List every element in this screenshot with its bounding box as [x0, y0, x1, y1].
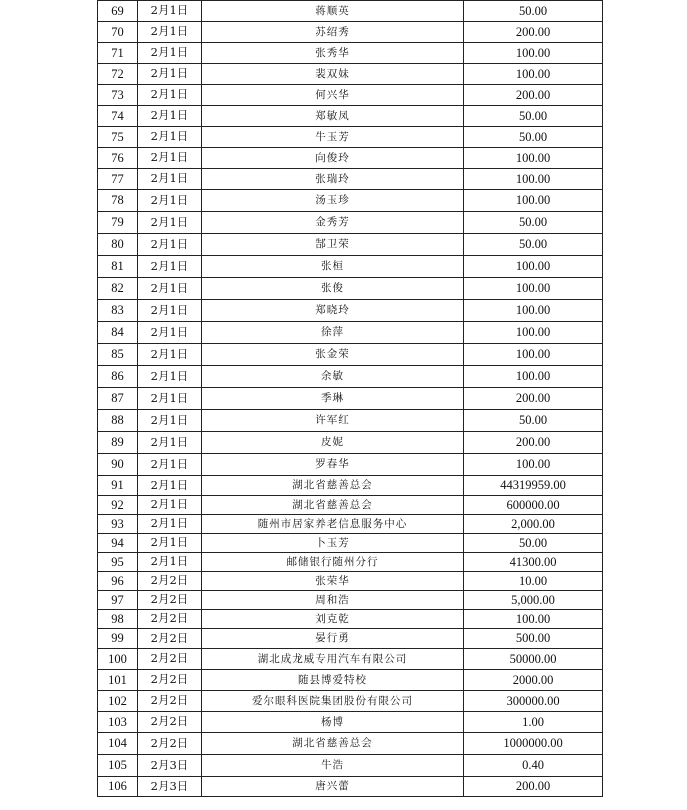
table-row [98, 712, 603, 733]
row-number: 82 [98, 278, 138, 300]
donation-date: 2月2日 [138, 591, 202, 610]
donation-amount: 2000.00 [464, 670, 603, 691]
donation-amount: 41300.00 [464, 553, 603, 572]
donation-amount: 100.00 [464, 454, 603, 476]
donation-amount: 50.00 [464, 106, 603, 127]
row-number: 99 [98, 629, 138, 649]
table-row [98, 496, 603, 515]
donation-amount: 50.00 [464, 1, 603, 22]
donation-table-body [98, 1, 603, 797]
row-number: 97 [98, 591, 138, 610]
row-number: 85 [98, 344, 138, 366]
donation-date: 2月1日 [138, 64, 202, 85]
donor-name: 何兴华 [202, 85, 464, 106]
donation-amount: 100.00 [464, 366, 603, 388]
table-row [98, 1, 603, 22]
table-row [98, 649, 603, 670]
donor-name: 湖北成龙威专用汽车有限公司 [202, 649, 464, 670]
table-row [98, 127, 603, 148]
row-number: 70 [98, 22, 138, 43]
donation-date: 2月1日 [138, 169, 202, 190]
donation-date: 2月1日 [138, 85, 202, 106]
donation-amount: 100.00 [464, 322, 603, 344]
donation-date: 2月1日 [138, 212, 202, 234]
donation-date: 2月1日 [138, 278, 202, 300]
row-number: 87 [98, 388, 138, 410]
donor-name: 张金荣 [202, 344, 464, 366]
table-row [98, 212, 603, 234]
donation-date: 2月1日 [138, 432, 202, 454]
table-row [98, 691, 603, 712]
row-number: 102 [98, 691, 138, 712]
table-row [98, 476, 603, 496]
table-row [98, 454, 603, 476]
donation-date: 2月1日 [138, 454, 202, 476]
table-row [98, 591, 603, 610]
donation-amount: 100.00 [464, 43, 603, 64]
donation-amount: 100.00 [464, 300, 603, 322]
table-row [98, 410, 603, 432]
table-row [98, 234, 603, 256]
donor-name: 汤玉珍 [202, 190, 464, 212]
table-row [98, 534, 603, 553]
table-row [98, 572, 603, 591]
donor-name: 晏行勇 [202, 629, 464, 649]
donor-name: 刘克乾 [202, 610, 464, 629]
donation-date: 2月2日 [138, 610, 202, 629]
table-row [98, 733, 603, 755]
donation-amount: 10.00 [464, 572, 603, 591]
table-row [98, 64, 603, 85]
row-number: 80 [98, 234, 138, 256]
donor-name: 余敏 [202, 366, 464, 388]
donation-date: 2月1日 [138, 496, 202, 515]
donation-amount: 100.00 [464, 278, 603, 300]
donor-name: 郑敏凤 [202, 106, 464, 127]
donor-name: 唐兴蕾 [202, 777, 464, 797]
donor-name: 杨博 [202, 712, 464, 733]
donation-amount: 100.00 [464, 344, 603, 366]
row-number: 77 [98, 169, 138, 190]
row-number: 83 [98, 300, 138, 322]
donation-amount: 100.00 [464, 610, 603, 629]
donation-date: 2月2日 [138, 712, 202, 733]
donation-date: 2月1日 [138, 388, 202, 410]
donation-date: 2月1日 [138, 190, 202, 212]
donation-date: 2月2日 [138, 733, 202, 755]
table-row [98, 85, 603, 106]
donor-name: 张桓 [202, 256, 464, 278]
donor-name: 郜卫荣 [202, 234, 464, 256]
donation-amount: 1.00 [464, 712, 603, 733]
donation-amount: 500.00 [464, 629, 603, 649]
table-row [98, 190, 603, 212]
donor-name: 郑晓玲 [202, 300, 464, 322]
row-number: 93 [98, 515, 138, 534]
table-row [98, 670, 603, 691]
donor-name: 皮妮 [202, 432, 464, 454]
donor-name: 张秀华 [202, 43, 464, 64]
donation-amount: 50.00 [464, 534, 603, 553]
donation-amount: 100.00 [464, 190, 603, 212]
table-row [98, 755, 603, 777]
table-row [98, 256, 603, 278]
donation-date: 2月1日 [138, 515, 202, 534]
table-row [98, 278, 603, 300]
donor-name: 罗春华 [202, 454, 464, 476]
donation-date: 2月1日 [138, 43, 202, 64]
row-number: 94 [98, 534, 138, 553]
donation-amount: 50.00 [464, 127, 603, 148]
row-number: 78 [98, 190, 138, 212]
donor-name: 牛玉芳 [202, 127, 464, 148]
donation-date: 2月2日 [138, 691, 202, 712]
table-row [98, 22, 603, 43]
row-number: 91 [98, 476, 138, 496]
row-number: 106 [98, 777, 138, 797]
donation-date: 2月1日 [138, 366, 202, 388]
donor-name: 湖北省慈善总会 [202, 476, 464, 496]
row-number: 96 [98, 572, 138, 591]
donor-name: 湖北省慈善总会 [202, 733, 464, 755]
donation-amount: 200.00 [464, 432, 603, 454]
donation-date: 2月2日 [138, 670, 202, 691]
donor-name: 湖北省慈善总会 [202, 496, 464, 515]
donation-amount: 100.00 [464, 256, 603, 278]
donation-date: 2月2日 [138, 572, 202, 591]
donation-date: 2月3日 [138, 755, 202, 777]
donor-name: 金秀芳 [202, 212, 464, 234]
table-row [98, 629, 603, 649]
donor-name: 邮储银行随州分行 [202, 553, 464, 572]
row-number: 71 [98, 43, 138, 64]
donor-name: 卜玉芳 [202, 534, 464, 553]
donation-amount: 100.00 [464, 64, 603, 85]
table-row [98, 169, 603, 190]
table-row [98, 515, 603, 534]
donation-amount: 600000.00 [464, 496, 603, 515]
table-row [98, 322, 603, 344]
row-number: 105 [98, 755, 138, 777]
table-row [98, 148, 603, 169]
donation-date: 2月1日 [138, 344, 202, 366]
table-row [98, 366, 603, 388]
donation-date: 2月1日 [138, 322, 202, 344]
row-number: 74 [98, 106, 138, 127]
row-number: 95 [98, 553, 138, 572]
donation-amount: 50.00 [464, 410, 603, 432]
donation-date: 2月1日 [138, 22, 202, 43]
donation-date: 2月1日 [138, 127, 202, 148]
row-number: 79 [98, 212, 138, 234]
donor-name: 随州市居家养老信息服务中心 [202, 515, 464, 534]
table-row [98, 344, 603, 366]
donation-date: 2月1日 [138, 410, 202, 432]
row-number: 88 [98, 410, 138, 432]
donation-date: 2月2日 [138, 649, 202, 670]
donation-amount: 44319959.00 [464, 476, 603, 496]
donation-date: 2月1日 [138, 300, 202, 322]
row-number: 101 [98, 670, 138, 691]
row-number: 86 [98, 366, 138, 388]
table-row [98, 432, 603, 454]
donor-name: 牛浩 [202, 755, 464, 777]
donation-amount: 50.00 [464, 212, 603, 234]
donor-name: 张瑞玲 [202, 169, 464, 190]
donation-amount: 50.00 [464, 234, 603, 256]
row-number: 103 [98, 712, 138, 733]
donor-name: 张俊 [202, 278, 464, 300]
donor-name: 随县博爱特校 [202, 670, 464, 691]
table-row [98, 43, 603, 64]
row-number: 84 [98, 322, 138, 344]
donor-name: 向俊玲 [202, 148, 464, 169]
row-number: 104 [98, 733, 138, 755]
donor-name: 徐萍 [202, 322, 464, 344]
donation-date: 2月1日 [138, 234, 202, 256]
donation-date: 2月1日 [138, 148, 202, 169]
donation-date: 2月1日 [138, 106, 202, 127]
donation-date: 2月1日 [138, 256, 202, 278]
donation-amount: 0.40 [464, 755, 603, 777]
donor-name: 蒋顺英 [202, 1, 464, 22]
row-number: 100 [98, 649, 138, 670]
donor-name: 周和浩 [202, 591, 464, 610]
donation-date: 2月1日 [138, 553, 202, 572]
table-row [98, 610, 603, 629]
row-number: 75 [98, 127, 138, 148]
table-row [98, 300, 603, 322]
donor-name: 裴双妹 [202, 64, 464, 85]
donor-name: 张荣华 [202, 572, 464, 591]
donor-name: 许军红 [202, 410, 464, 432]
donation-amount: 200.00 [464, 777, 603, 797]
donation-table [97, 0, 603, 797]
row-number: 76 [98, 148, 138, 169]
donation-date: 2月1日 [138, 1, 202, 22]
row-number: 92 [98, 496, 138, 515]
row-number: 90 [98, 454, 138, 476]
donor-name: 季琳 [202, 388, 464, 410]
donation-date: 2月2日 [138, 629, 202, 649]
donation-amount: 1000000.00 [464, 733, 603, 755]
donation-amount: 100.00 [464, 148, 603, 169]
donation-date: 2月1日 [138, 476, 202, 496]
donation-amount: 50000.00 [464, 649, 603, 670]
donation-amount: 200.00 [464, 388, 603, 410]
donation-amount: 2,000.00 [464, 515, 603, 534]
row-number: 81 [98, 256, 138, 278]
donor-name: 苏绍秀 [202, 22, 464, 43]
row-number: 73 [98, 85, 138, 106]
donation-date: 2月3日 [138, 777, 202, 797]
row-number: 98 [98, 610, 138, 629]
row-number: 69 [98, 1, 138, 22]
row-number: 89 [98, 432, 138, 454]
table-row [98, 777, 603, 797]
table-row [98, 388, 603, 410]
donation-amount: 200.00 [464, 85, 603, 106]
donation-date: 2月1日 [138, 534, 202, 553]
table-row [98, 553, 603, 572]
table-row [98, 106, 603, 127]
donor-name: 爱尔眼科医院集团股份有限公司 [202, 691, 464, 712]
donation-amount: 100.00 [464, 169, 603, 190]
donation-amount: 300000.00 [464, 691, 603, 712]
donation-amount: 5,000.00 [464, 591, 603, 610]
row-number: 72 [98, 64, 138, 85]
donation-amount: 200.00 [464, 22, 603, 43]
